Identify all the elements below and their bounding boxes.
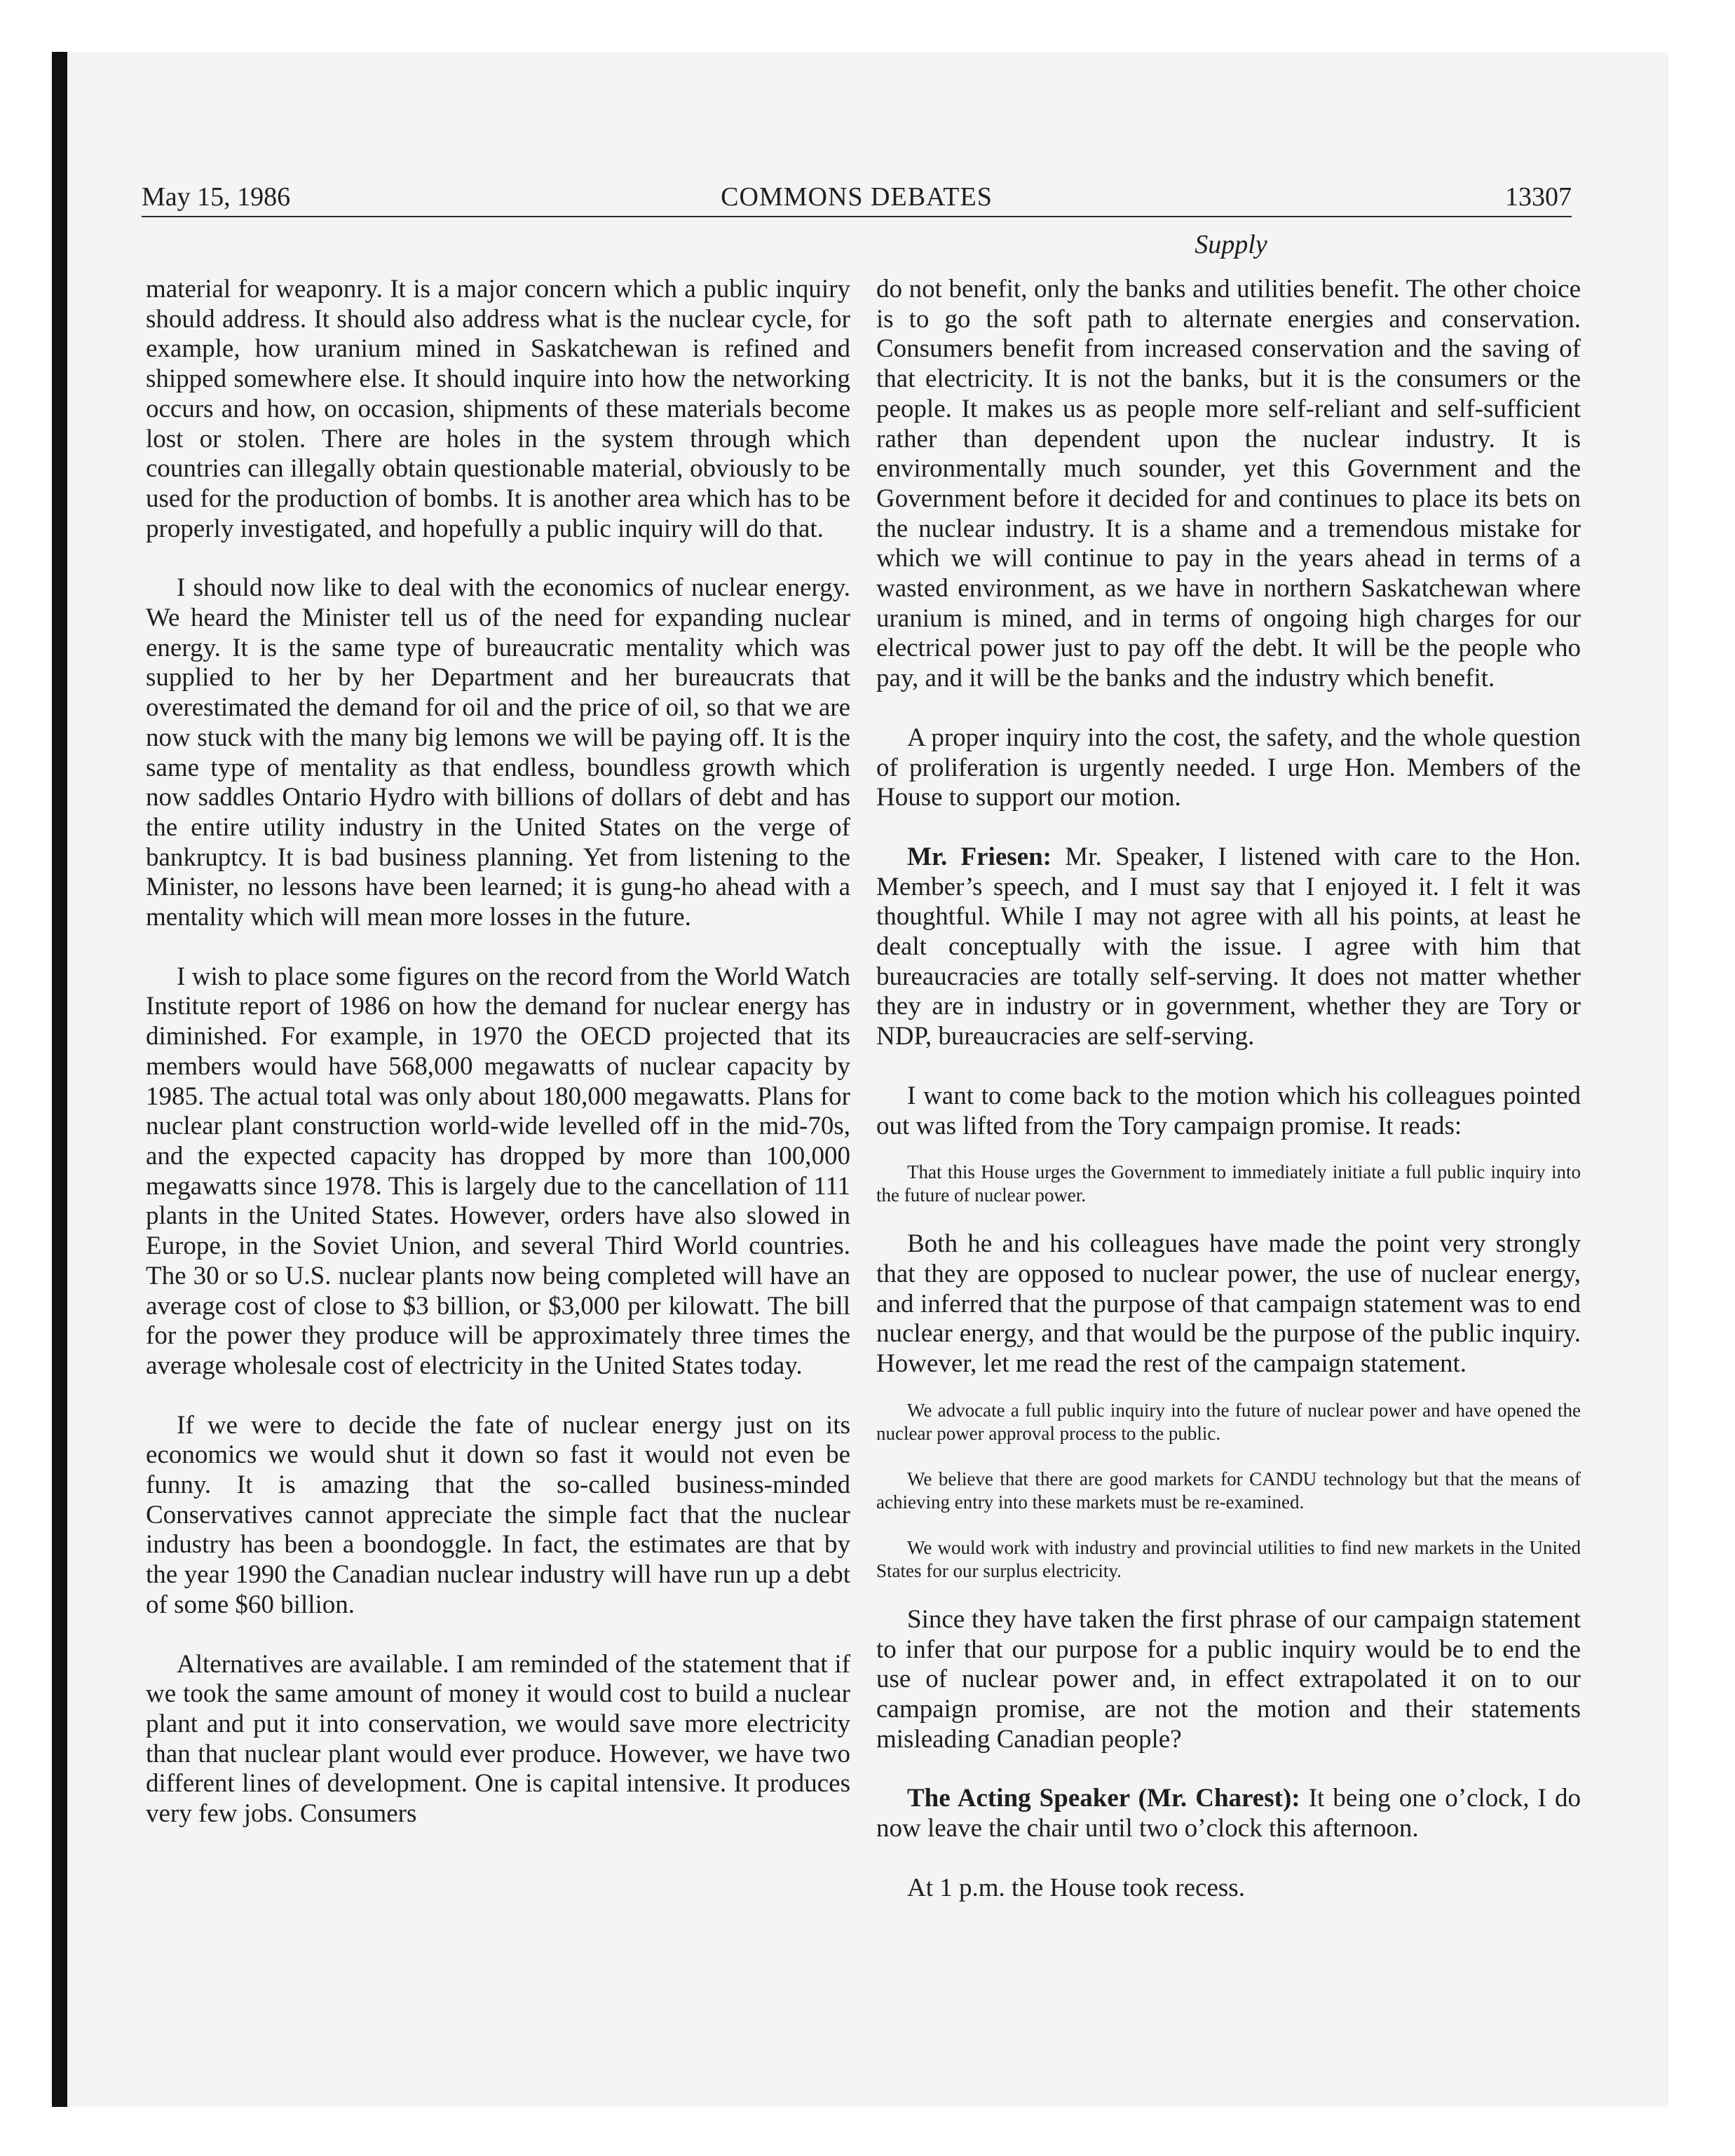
speech-text: Mr. Speaker, I listened with care to the Hon. Member’s speech, and I must say that I enjoyed it. I felt it was thoughtful. While I may not agree with all his points, at least he dealt conceptually with the issue. I agree with him that bureaucracies are totally self-serving. It does not matter whether they are in industry or in government, whether they are Tory or NDP, bureaucracies are self-serving. — [876, 842, 1581, 1051]
block-quote: We believe that there are good markets for CANDU technology but that the means of achieving entry into these markets must be re-examined. — [876, 1468, 1581, 1513]
paragraph: Both he and his colleagues have made the point very strongly that they are opposed to nuclear power, the use of nuclear energy, and inferred that the purpose of that campaign statement was to end nuclear energy, and that would be the purpose of the public inquiry. However, let me read the rest of the campaign statement. — [876, 1229, 1581, 1379]
speech-text: It being one o’clock, I do now leave the chair until two o’clock this afternoon. — [876, 1784, 1581, 1843]
block-quote: We advocate a full public inquiry into the future of nuclear power and have opened the nuclear power approval process to the public. — [876, 1399, 1581, 1444]
paragraph: I should now like to deal with the economics of nuclear energy. We heard the Minister tell us of the need for expanding nuclear energy. It is the same type of bureaucratic mentality which was supplied to her by her Department and her bureaucrats that overestimated the demand for oil and the price of oil, so that we are now stuck with the many big lemons we will be paying off. It is the same type of mentality as that endless, boundless growth which now saddles Ontario Hydro with billions of dollars of debt and has the entire utility industry in the United States on the verge of bankruptcy. It is bad business planning. Yet from listening to the Minister, no lessons have been learned; it is gung-ho ahead with a mentality which will mean more losses in the future. — [146, 573, 850, 932]
header-page-number: 13307 — [1505, 182, 1572, 212]
paragraph: If we were to decide the fate of nuclear energy just on its economics we would shut it down so fast it would not even be funny. It is amazing that the so-called business-minded Conservatives cannot appreciate the simple fact that the nuclear industry has been a boondoggle. In fact, the estimates are that by the year 1990 the Canadian nuclear industry will have run up a debt of some $60 billion. — [146, 1410, 850, 1619]
paragraph: material for weaponry. It is a major concern which a public inquiry should address. It should also address what is the nuclear cycle, for example, how uranium mined in Saskatchewan is refined and shipped somewhere else. It should inquire into how the networking occurs and how, on occasion, shipments of these materials become lost or stolen. There are holes in the system through which countries can illegally obtain questionable material, obviously to be used for the production of bombs. It is another area which has to be properly investigated, and hopefully a public inquiry will do that. — [146, 275, 850, 543]
paragraph: I wish to place some figures on the record from the World Watch Institute report of 1986 on how the demand for nuclear energy has diminished. For example, in 1970 the OECD projected that its members would have 568,000 megawatts of nuclear capacity by 1985. The actual total was only about 180,000 megawatts. Plans for nuclear plant construction world-wide levelled off in the mid-70s, and the expected capacity has dropped by more than 100,000 megawatts since 1978. This is largely due to the cancellation of 111 plants in the United States. However, orders have also slowed in Europe, in the Soviet Union, and several Third World countries. The 30 or so U.S. nuclear plants now being completed will have an average cost of close to $3 billion, or $3,000 per kilowatt. The bill for the power they produce will be approximately three times the average wholesale cost of electricity in the United States today. — [146, 962, 850, 1380]
paragraph: A proper inquiry into the cost, the safety, and the whole question of proliferation is urgently needed. I urge Hon. Members of the House to support our motion. — [876, 723, 1581, 812]
left-column — [146, 275, 850, 1859]
page-header — [142, 181, 1572, 217]
header-date: May 15, 1986 — [142, 182, 291, 212]
speech-paragraph — [876, 842, 1581, 1052]
section-label: Supply — [1195, 230, 1267, 259]
speech-paragraph — [876, 1784, 1581, 1843]
block-quote: We would work with industry and provincial utilities to find new markets in the United States for our surplus electricity. — [876, 1536, 1581, 1581]
right-column — [876, 275, 1581, 1932]
speaker-name: The Acting Speaker (Mr. Charest): — [907, 1784, 1300, 1813]
speaker-name: Mr. Friesen: — [907, 842, 1052, 871]
paragraph: I want to come back to the motion which his colleagues pointed out was lifted from the Tory campaign promise. It reads: — [876, 1081, 1581, 1140]
paragraph: Since they have taken the first phrase of our campaign statement to infer that our purpose for a public inquiry would be to end the use of nuclear power and, in effect extrapolated it on to our campaign promise, are not the motion and their statements misleading Canadian people? — [876, 1604, 1581, 1754]
paragraph: do not benefit, only the banks and utilities benefit. The other choice is to go the soft path to alternate energies and conservation. Consumers benefit from increased conservation and the saving of that electricity. It is not the banks, but it is the consumers or the people. It makes us as people more self-reliant and self-sufficient rather than dependent upon the nuclear industry. It is environmentally much sounder, yet this Government and the Government before it decided for and continues to place its bets on the nuclear industry. It is a shame and a tremendous mistake for which we will continue to pay in the years ahead in terms of a wasted environment, as we have in northern Saskatchewan where uranium is mined, and in terms of ongoing high charges for our electrical power just to pay off the debt. It will be the people who pay, and it will be the banks and the industry which benefit. — [876, 275, 1581, 693]
block-quote: That this House urges the Government to immediately initiate a full public inquiry into the future of nuclear power. — [876, 1161, 1581, 1206]
paragraph: At 1 p.m. the House took recess. — [907, 1873, 1245, 1902]
header-title: COMMONS DEBATES — [721, 182, 993, 212]
paragraph: Alternatives are available. I am reminded of the statement that if we took the same amount of money it would cost to build a nuclear plant and put it into conservation, we would save more electricity than that nuclear plant would ever produce. However, we have two different lines of development. One is capital intensive. It produces very few jobs. Consumers — [146, 1649, 850, 1829]
